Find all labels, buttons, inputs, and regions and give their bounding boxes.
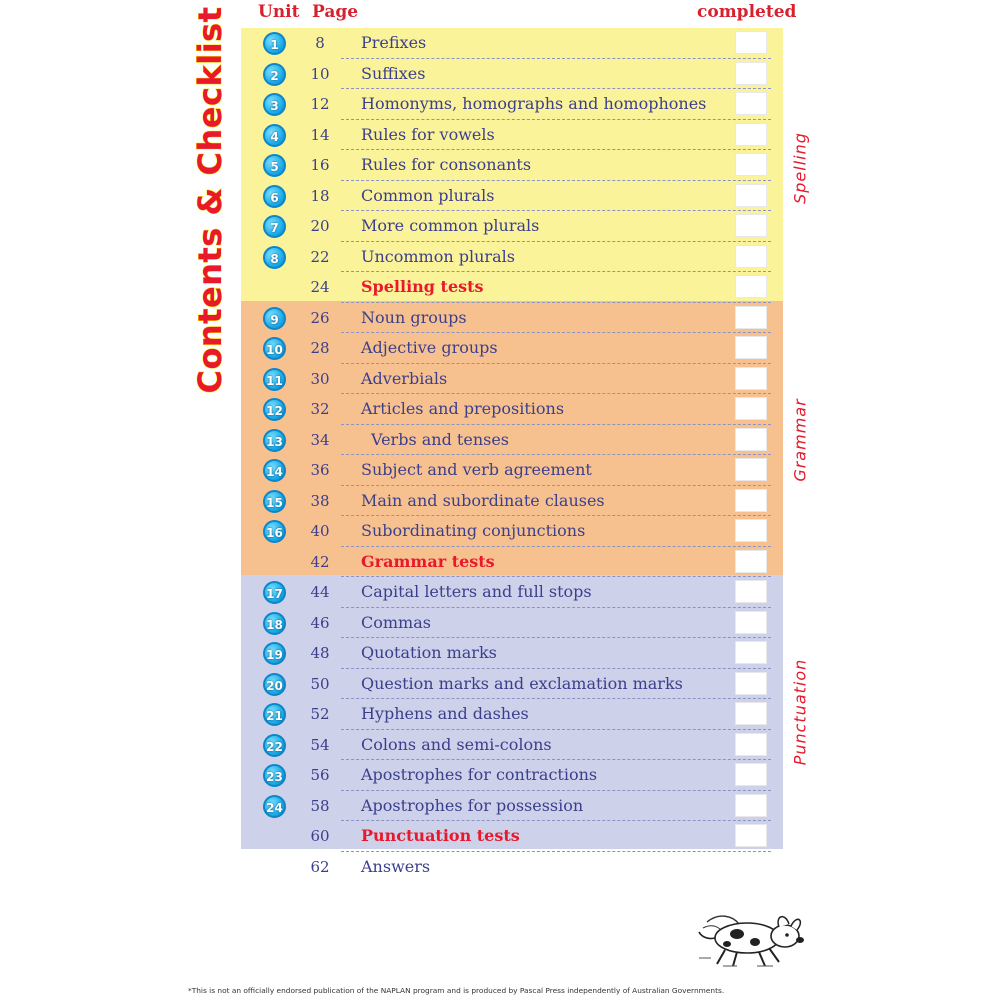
list-item xyxy=(241,150,783,181)
topic-title: Prefixes xyxy=(361,33,427,52)
completed-checkbox[interactable] xyxy=(735,214,767,237)
page-number: 16 xyxy=(310,156,330,174)
page-number: 8 xyxy=(315,34,325,52)
page-number: 44 xyxy=(310,583,330,601)
list-item xyxy=(241,59,783,90)
page-number: 34 xyxy=(310,430,330,449)
page-number: 38 xyxy=(310,491,330,510)
page-number: 62 xyxy=(310,857,330,876)
topic-title: Apostrophes for contractions xyxy=(361,765,598,784)
list-item xyxy=(241,272,783,303)
topic-title: Noun groups xyxy=(361,307,467,327)
page-number: 12 xyxy=(310,95,330,113)
completed-checkbox[interactable] xyxy=(735,733,767,756)
page-number: 24 xyxy=(310,278,330,296)
unit-number-badge: 5 xyxy=(263,154,286,177)
page-number: 32 xyxy=(310,400,330,418)
unit-number-badge: 21 xyxy=(263,703,286,726)
unit-number-badge: 4 xyxy=(263,124,286,147)
completed-checkbox[interactable] xyxy=(735,489,767,512)
unit-number-badge: 16 xyxy=(263,520,286,543)
list-item xyxy=(241,638,783,669)
topic-title: Rules for consonants xyxy=(361,155,532,174)
page-number: 40 xyxy=(310,522,330,540)
list-item xyxy=(241,699,783,730)
list-item xyxy=(241,333,783,364)
completed-checkbox[interactable] xyxy=(735,245,767,268)
page-number: 14 xyxy=(310,125,330,144)
page-number: 50 xyxy=(310,674,330,693)
list-item xyxy=(241,89,783,120)
list-item xyxy=(241,303,783,334)
list-item xyxy=(241,577,783,608)
completed-checkbox[interactable] xyxy=(735,824,767,847)
page-number: 18 xyxy=(310,186,330,205)
completed-checkbox[interactable] xyxy=(735,31,767,54)
unit-number-badge: 1 xyxy=(263,32,286,55)
topic-title: Question marks and exclamation marks xyxy=(361,673,683,693)
topic-title: Common plurals xyxy=(361,185,495,205)
list-item xyxy=(241,608,783,639)
list-item xyxy=(241,181,783,212)
completed-checkbox[interactable] xyxy=(735,702,767,725)
topic-title: Quotation marks xyxy=(361,643,497,662)
topic-title: Capital letters and full stops xyxy=(361,582,592,601)
completed-checkbox[interactable] xyxy=(735,550,767,573)
unit-number-badge: 9 xyxy=(263,307,286,330)
unit-number-badge: 15 xyxy=(263,490,286,513)
completed-checkbox[interactable] xyxy=(735,62,767,85)
list-item xyxy=(241,852,783,883)
page-number: 52 xyxy=(310,705,330,723)
page-number: 46 xyxy=(310,613,330,632)
unit-number-badge: 17 xyxy=(263,581,286,604)
completed-checkbox[interactable] xyxy=(735,153,767,176)
unit-number-badge: 22 xyxy=(263,734,286,757)
list-item xyxy=(241,791,783,822)
unit-number-badge: 10 xyxy=(263,337,286,360)
completed-checkbox[interactable] xyxy=(735,641,767,664)
unit-number-badge: 23 xyxy=(263,764,286,787)
page-number: 48 xyxy=(310,644,330,662)
list-item xyxy=(241,394,783,425)
unit-number-badge: 13 xyxy=(263,429,286,452)
topic-title: Adjective groups xyxy=(361,338,498,357)
list-item xyxy=(241,211,783,242)
list-item xyxy=(241,730,783,761)
unit-number-badge: 3 xyxy=(263,93,286,116)
topic-title: Hyphens and dashes xyxy=(361,704,529,723)
page-number: 10 xyxy=(310,64,330,83)
list-item xyxy=(241,28,783,59)
list-item xyxy=(241,821,783,852)
page-number: 28 xyxy=(310,339,330,357)
topic-title: Adverbials xyxy=(361,368,448,388)
spelling-section-label: Spelling xyxy=(790,132,810,204)
page-number: 42 xyxy=(310,552,330,571)
completed-checkbox[interactable] xyxy=(735,123,767,146)
topic-title: Rules for vowels xyxy=(361,124,495,144)
list-item xyxy=(241,242,783,273)
topic-title: Colons and semi-colons xyxy=(361,734,552,754)
list-item xyxy=(241,425,783,456)
unit-number-badge: 2 xyxy=(263,63,286,86)
completed-checkbox[interactable] xyxy=(735,92,767,115)
topic-title: Apostrophes for possession xyxy=(361,795,584,815)
page-number: 54 xyxy=(310,735,330,754)
topic-title: Articles and prepositions xyxy=(361,399,565,418)
unit-number-badge: 19 xyxy=(263,642,286,665)
completed-checkbox[interactable] xyxy=(735,611,767,634)
page-number: 58 xyxy=(310,796,330,815)
page-column-header: Page xyxy=(312,2,359,22)
list-item xyxy=(241,760,783,791)
completed-checkbox[interactable] xyxy=(735,367,767,390)
topic-title: Verbs and tenses xyxy=(371,429,510,449)
topic-title: Spelling tests xyxy=(361,277,484,296)
topic-title: Main and subordinate clauses xyxy=(361,490,605,510)
topic-title: Subordinating conjunctions xyxy=(361,521,586,540)
unit-number-badge: 6 xyxy=(263,185,286,208)
page-number: 22 xyxy=(310,247,330,266)
completed-checkbox[interactable] xyxy=(735,306,767,329)
completed-checkbox[interactable] xyxy=(735,275,767,298)
topic-title: More common plurals xyxy=(361,216,540,235)
unit-number-badge: 20 xyxy=(263,673,286,696)
topic-title: Subject and verb agreement xyxy=(361,460,592,479)
page-number: 20 xyxy=(310,217,330,235)
completed-checkbox[interactable] xyxy=(735,428,767,451)
page-number: 56 xyxy=(310,766,330,784)
topic-title: Commas xyxy=(361,612,431,632)
topic-title: Suffixes xyxy=(361,63,426,83)
list-item xyxy=(241,455,783,486)
unit-number-badge: 14 xyxy=(263,459,286,482)
completed-checkbox[interactable] xyxy=(735,519,767,542)
completed-checkbox[interactable] xyxy=(735,763,767,786)
completed-checkbox[interactable] xyxy=(735,794,767,817)
topic-title: Uncommon plurals xyxy=(361,246,515,266)
list-item xyxy=(241,364,783,395)
list-item xyxy=(241,669,783,700)
page-number: 36 xyxy=(310,461,330,479)
completed-checkbox[interactable] xyxy=(735,397,767,420)
completed-column-header: completed xyxy=(697,2,797,22)
topic-title: Homonyms, homographs and homophones xyxy=(361,94,707,113)
unit-number-badge: 12 xyxy=(263,398,286,421)
footer-disclaimer: *This is not an officially endorsed publication of the NAPLAN program and is produced by Pascal Press independently of Australian Governments. xyxy=(188,986,725,995)
unit-number-badge: 18 xyxy=(263,612,286,635)
page-title: Contents & Checklist xyxy=(191,6,229,394)
unit-column-header: Unit xyxy=(258,2,300,22)
unit-number-badge: 11 xyxy=(263,368,286,391)
page-number: 26 xyxy=(310,308,330,327)
punctuation-section-label: Punctuation xyxy=(790,658,810,766)
list-item xyxy=(241,120,783,151)
completed-checkbox[interactable] xyxy=(735,672,767,695)
dog-illustration xyxy=(697,900,817,970)
grammar-section-label: Grammar xyxy=(790,398,810,482)
list-item xyxy=(241,486,783,517)
completed-checkbox[interactable] xyxy=(735,336,767,359)
list-item xyxy=(241,516,783,547)
completed-checkbox[interactable] xyxy=(735,184,767,207)
unit-number-badge: 24 xyxy=(263,795,286,818)
topic-title: Grammar tests xyxy=(361,551,495,571)
unit-number-badge: 7 xyxy=(263,215,286,238)
completed-checkbox[interactable] xyxy=(735,458,767,481)
topic-title: Punctuation tests xyxy=(361,826,520,845)
completed-checkbox[interactable] xyxy=(735,580,767,603)
page-number: 30 xyxy=(310,369,330,388)
topic-title: Answers xyxy=(361,856,431,876)
list-item xyxy=(241,547,783,578)
page-number: 60 xyxy=(310,827,330,845)
unit-number-badge: 8 xyxy=(263,246,286,269)
